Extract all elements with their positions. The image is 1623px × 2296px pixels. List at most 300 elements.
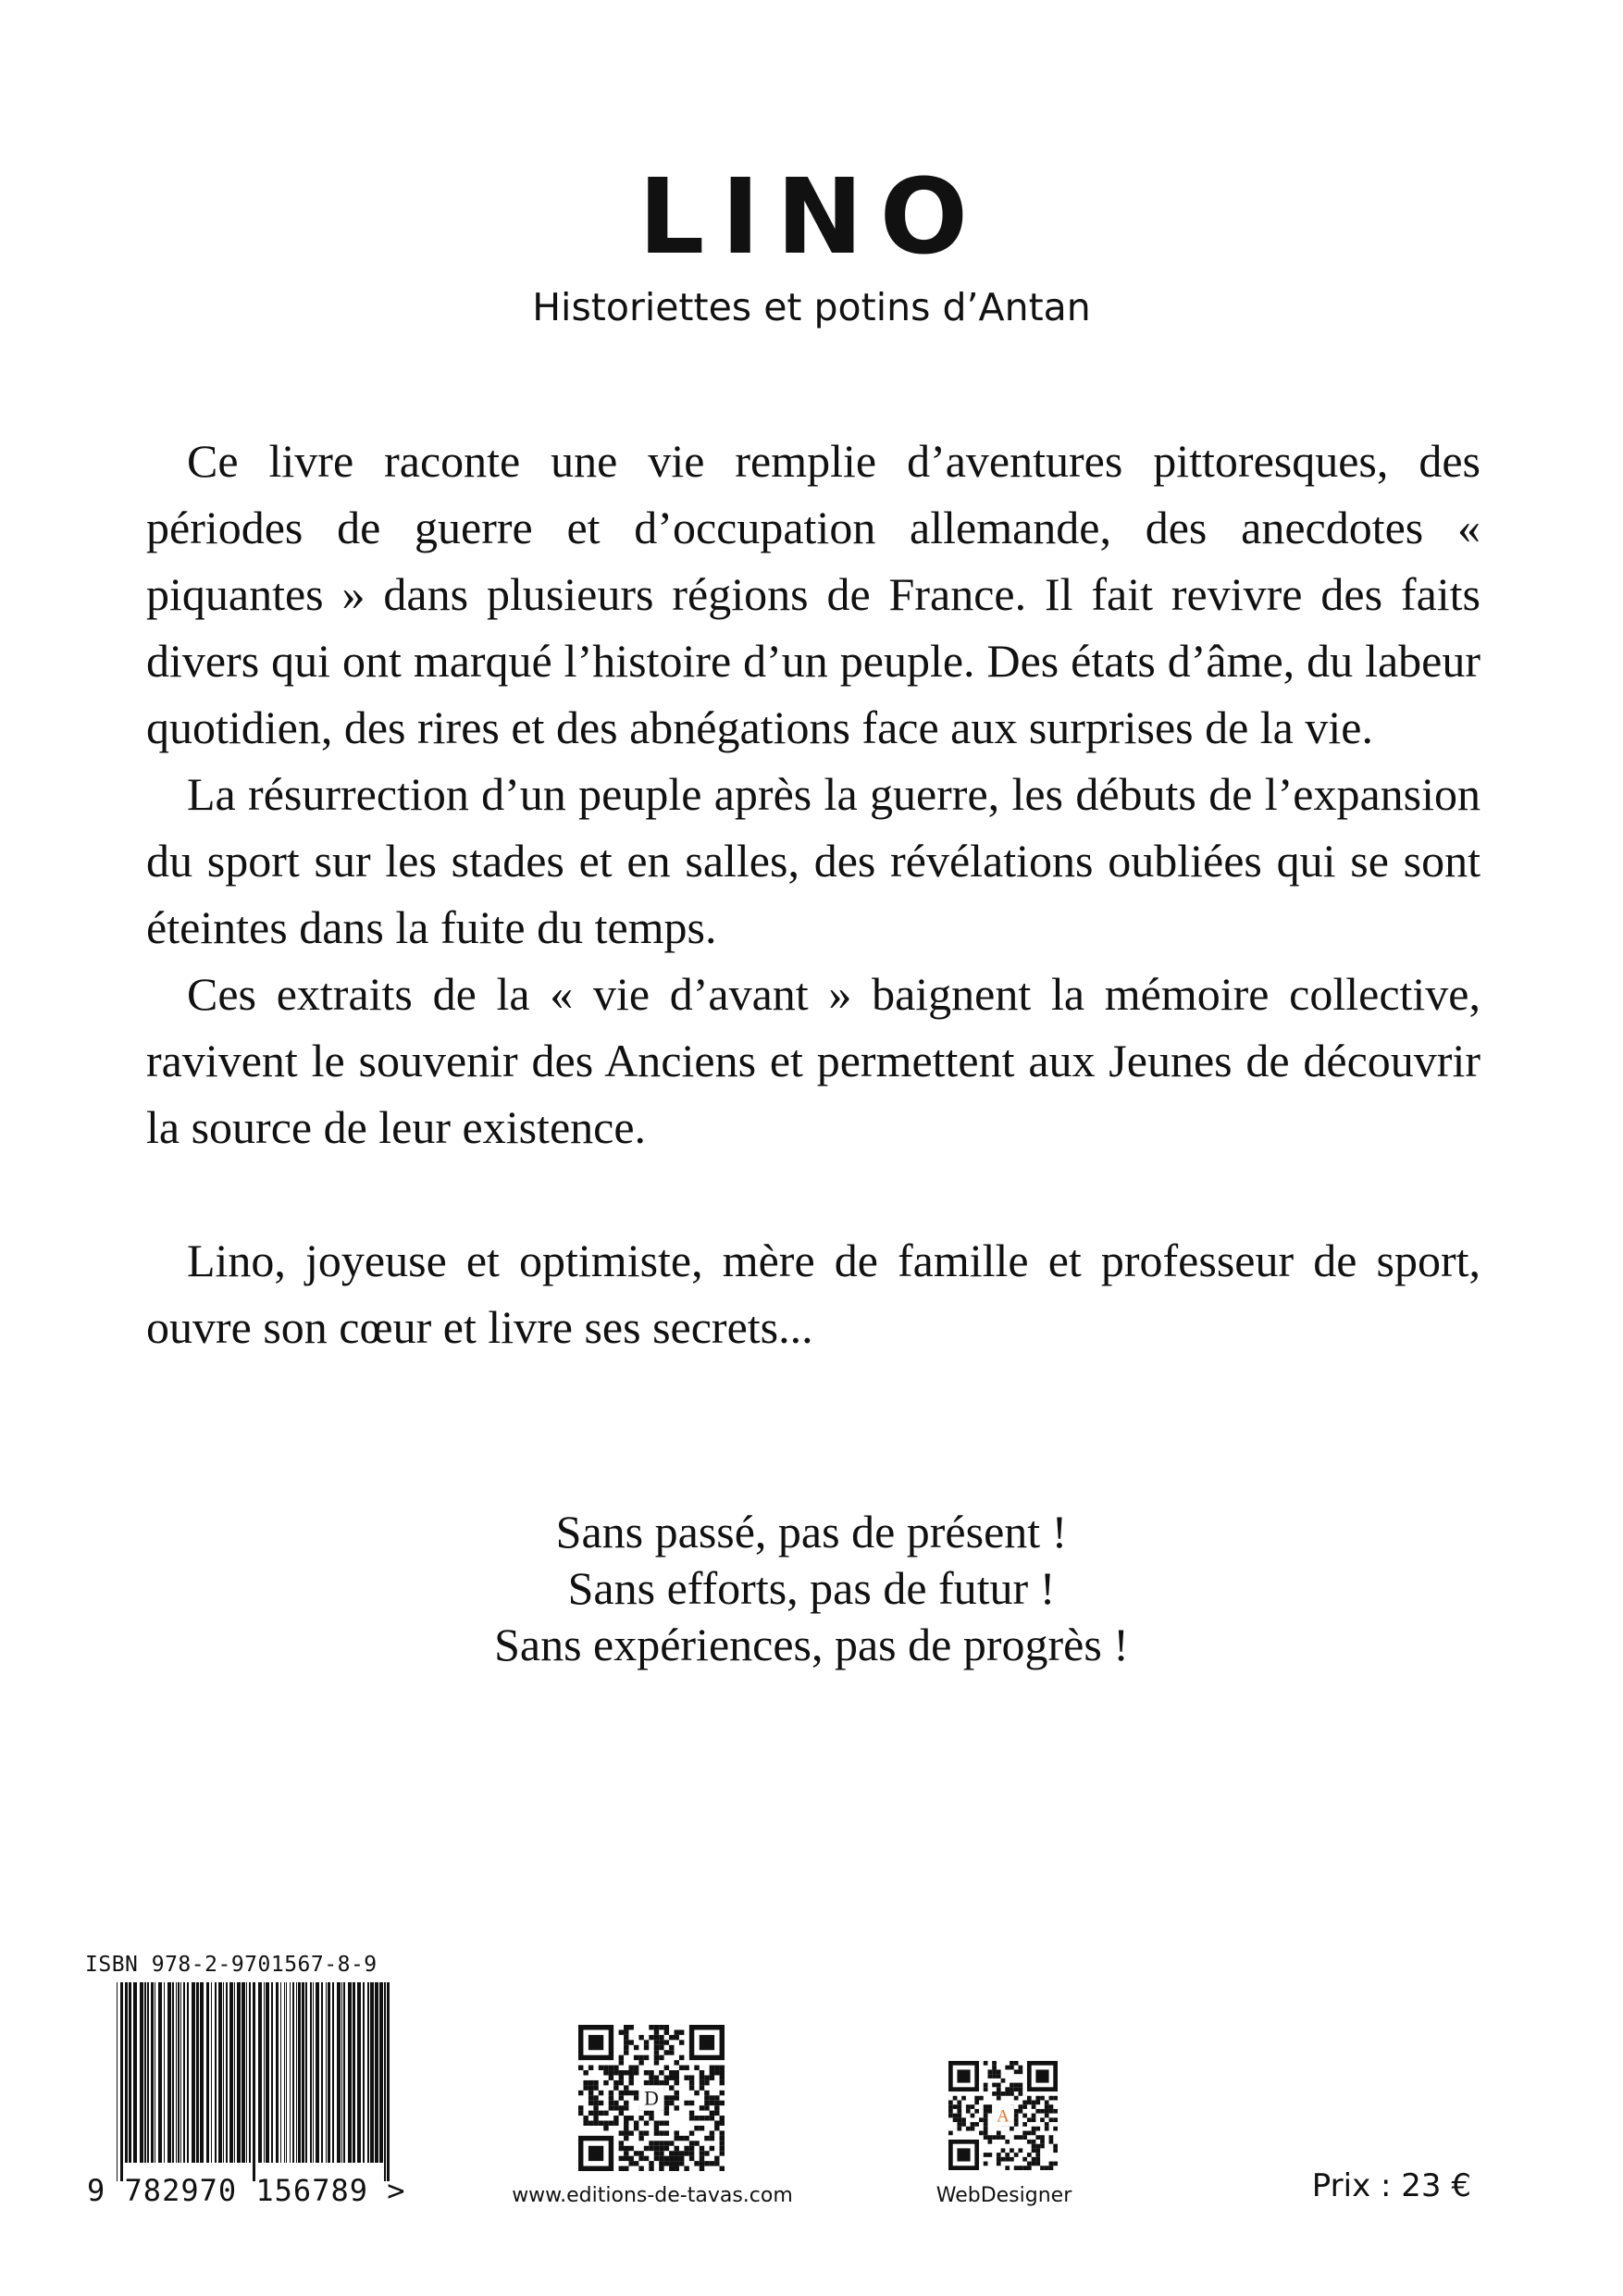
qr-module — [654, 2146, 659, 2151]
qr-module — [1045, 2100, 1049, 2104]
qr-module — [992, 2061, 997, 2066]
qr-module — [720, 2130, 725, 2135]
qr-module — [638, 2166, 643, 2171]
qr-module — [679, 2161, 684, 2166]
qr-module — [720, 2075, 725, 2079]
qr-module — [1019, 2087, 1023, 2091]
qr-module — [684, 2151, 688, 2155]
qr-module — [634, 2055, 638, 2060]
qr-module — [1049, 2135, 1054, 2140]
qr-module — [593, 2111, 598, 2116]
qr-module — [1022, 2135, 1027, 2140]
qr-module — [613, 2066, 618, 2070]
qr-module — [603, 2126, 608, 2130]
qr-module — [669, 2141, 674, 2145]
qr-module — [679, 2066, 684, 2070]
qr-module — [659, 2035, 663, 2040]
qr-module — [992, 2074, 997, 2079]
qr-module — [659, 2166, 663, 2171]
qr-module — [953, 2104, 958, 2109]
qr-module — [957, 2117, 961, 2122]
qr-module — [720, 2141, 725, 2145]
qr-module — [997, 2162, 1001, 2166]
qr-module — [609, 2105, 613, 2110]
qr-module — [628, 2070, 633, 2075]
qr-module — [659, 2121, 663, 2126]
barcode-bar — [129, 1982, 131, 2163]
qr-module — [704, 2116, 709, 2120]
barcode-bar — [187, 1982, 189, 2163]
qr-module — [1032, 2104, 1036, 2109]
barcode-bar — [200, 1982, 204, 2163]
qr-module — [1005, 2140, 1010, 2144]
qr-module — [644, 2070, 649, 2075]
qr-module — [588, 2101, 593, 2105]
qr-module — [1014, 2109, 1019, 2114]
qr-module — [694, 2126, 699, 2130]
qr-module — [689, 2146, 694, 2151]
qr-module — [710, 2075, 714, 2079]
qr-module — [624, 2045, 628, 2050]
barcode-bar — [367, 1982, 369, 2163]
qr-module — [1014, 2153, 1019, 2157]
qr-module — [700, 2161, 704, 2166]
barcode-bar — [133, 1982, 137, 2163]
qr-module — [659, 2040, 663, 2044]
qr-module — [984, 2127, 988, 2131]
qr-module — [1053, 2127, 1058, 2131]
qr-module — [664, 2040, 669, 2044]
qr-module — [684, 2066, 688, 2070]
qr-module — [628, 2075, 633, 2079]
qr-module — [659, 2151, 663, 2155]
qr-module — [654, 2141, 659, 2145]
qr-module — [634, 2045, 638, 2050]
qr-module — [710, 2146, 714, 2151]
qr-module — [624, 2035, 628, 2040]
qr-module — [1022, 2157, 1027, 2162]
qr-finder — [957, 2069, 970, 2082]
qr-module — [634, 2121, 638, 2126]
qr-module — [628, 2040, 633, 2044]
qr-module — [1032, 2162, 1036, 2166]
barcode-bar — [341, 1982, 342, 2163]
qr-module — [948, 2114, 953, 2118]
barcode-bar — [296, 1982, 297, 2163]
qr-module — [720, 2166, 725, 2171]
qr-module — [644, 2156, 649, 2161]
qr-module — [700, 2126, 704, 2130]
qr-module — [1045, 2104, 1049, 2109]
qr-module — [1032, 2117, 1036, 2122]
qr-module — [669, 2151, 674, 2155]
qr-module — [1032, 2140, 1036, 2144]
barcode-bar — [180, 1982, 181, 2163]
qr-module — [619, 2070, 624, 2075]
qr-module — [593, 2116, 598, 2120]
qr-module — [649, 2035, 653, 2040]
qr-module — [700, 2151, 704, 2155]
qr-module — [624, 2025, 628, 2029]
qr-module — [1019, 2148, 1023, 2153]
qr-module — [1040, 2135, 1045, 2140]
qr-module — [609, 2066, 613, 2070]
qr-module — [974, 2109, 979, 2114]
qr-module — [689, 2156, 694, 2161]
qr-module — [1032, 2114, 1036, 2118]
qr-module — [987, 2074, 992, 2079]
qr-module — [613, 2121, 618, 2126]
qr-module — [644, 2121, 649, 2126]
qr-module — [669, 2085, 674, 2090]
qr-module — [684, 2166, 688, 2171]
qr-module — [1001, 2135, 1006, 2140]
qr-module — [588, 2111, 593, 2116]
barcode-bar — [120, 1982, 123, 2181]
qr-module — [979, 2096, 984, 2101]
qr-module — [987, 2109, 992, 2114]
qr-module — [694, 2161, 699, 2166]
qr-module — [971, 2114, 975, 2118]
barcode-bar — [237, 1982, 241, 2163]
qr-module — [984, 2104, 988, 2109]
qr-module — [603, 2070, 608, 2075]
qr-module — [624, 2091, 628, 2095]
barcode-bar — [196, 1982, 199, 2163]
qr-module — [659, 2070, 663, 2075]
qr-module — [689, 2130, 694, 2135]
qr-module — [669, 2156, 674, 2161]
qr-module — [654, 2055, 659, 2060]
qr-module — [1027, 2153, 1032, 2157]
qr-module — [957, 2122, 961, 2127]
barcode-bar — [125, 1982, 128, 2163]
qr-module — [634, 2151, 638, 2155]
qr-module — [1045, 2127, 1049, 2131]
qr-module — [675, 2146, 679, 2151]
qr-module — [957, 2104, 961, 2109]
qr-module — [1032, 2131, 1036, 2136]
qr-module — [669, 2070, 674, 2075]
qr-module — [684, 2136, 688, 2141]
qr-module — [654, 2035, 659, 2040]
qr-module — [984, 2162, 988, 2166]
qr-module — [689, 2075, 694, 2079]
qr-module — [675, 2070, 679, 2075]
qr-module — [624, 2146, 628, 2151]
qr-finder — [1035, 2069, 1048, 2082]
qr-module — [664, 2095, 669, 2100]
qr-module — [638, 2035, 643, 2040]
qr-module — [953, 2117, 958, 2122]
qr-module — [1027, 2100, 1032, 2104]
qr-module — [679, 2055, 684, 2060]
qr-module — [1027, 2140, 1032, 2144]
qr-module — [694, 2116, 699, 2120]
qr-module — [659, 2055, 663, 2060]
qr-module — [664, 2161, 669, 2166]
website-link[interactable]: www.editions-de-tavas.com — [512, 2184, 793, 2207]
barcode-bar — [249, 1982, 251, 2163]
qr-module — [700, 2146, 704, 2151]
qr-module — [700, 2070, 704, 2075]
qr-module — [638, 2055, 643, 2060]
qr-module — [664, 2101, 669, 2105]
qr-module — [675, 2095, 679, 2100]
qr-module — [997, 2157, 1001, 2162]
qr-module — [624, 2151, 628, 2155]
qr-module — [1049, 2109, 1054, 2114]
barcode-bar — [370, 1982, 374, 2163]
barcode-bar — [326, 1982, 327, 2163]
qr-module — [1032, 2100, 1036, 2104]
qr-module — [1035, 2135, 1040, 2140]
webdesigner-qr-code[interactable] — [948, 2061, 1058, 2170]
qr-module — [654, 2126, 659, 2130]
qr-module — [624, 2156, 628, 2161]
qr-module — [659, 2130, 663, 2135]
qr-module — [979, 2131, 984, 2136]
barcode-bar — [286, 1982, 287, 2163]
qr-module — [1040, 2144, 1045, 2149]
qr-module — [700, 2156, 704, 2161]
qr-module — [599, 2111, 603, 2116]
qr-module — [675, 2136, 679, 2141]
qr-module — [694, 2091, 699, 2095]
qr-module — [957, 2109, 961, 2114]
qr-module — [593, 2121, 598, 2126]
qr-module — [1032, 2127, 1036, 2131]
qr-module — [624, 2126, 628, 2130]
qr-module — [1049, 2140, 1054, 2144]
blurb — [146, 428, 1481, 1360]
qr-module — [675, 2035, 679, 2040]
qr-module — [710, 2070, 714, 2075]
qr-module — [1005, 2066, 1010, 2070]
qr-module — [619, 2111, 624, 2116]
qr-module — [710, 2095, 714, 2100]
barcode-bar — [357, 1982, 361, 2163]
qr-module — [628, 2091, 633, 2095]
qr-module — [613, 2105, 618, 2110]
qr-module — [628, 2156, 633, 2161]
qr-module — [603, 2111, 608, 2116]
qr-module — [619, 2105, 624, 2110]
qr-module — [714, 2105, 719, 2110]
qr-module — [644, 2130, 649, 2135]
qr-module — [971, 2104, 975, 2109]
qr-module — [1019, 2109, 1023, 2114]
webdesigner-label: WebDesigner — [935, 2184, 1072, 2207]
qr-module — [1019, 2091, 1023, 2096]
qr-module — [649, 2141, 653, 2145]
barcode-bar — [337, 1982, 341, 2163]
barcode-bar — [276, 1982, 279, 2163]
qr-module — [957, 2114, 961, 2118]
qr-module — [609, 2121, 613, 2126]
qr-module — [644, 2055, 649, 2060]
qr-module — [997, 2096, 1001, 2101]
qr-module — [649, 2161, 653, 2166]
qr-module — [664, 2025, 669, 2029]
qr-module — [588, 2085, 593, 2090]
qr-module — [628, 2130, 633, 2135]
qr-module — [649, 2080, 653, 2085]
isbn-barcode — [115, 1982, 392, 2181]
qr-module — [613, 2116, 618, 2120]
barcode-digits: 9 782970 156789 > — [87, 2173, 406, 2208]
barcode-bar — [242, 1982, 245, 2163]
qr-module — [1053, 2148, 1058, 2153]
qr-module — [1032, 2148, 1036, 2153]
qr-module — [603, 2066, 608, 2070]
isbn-label: ISBN 978-2-9701567-8-9 — [85, 1953, 378, 1977]
qr-module — [679, 2156, 684, 2161]
qr-module — [997, 2135, 1001, 2140]
qr-module — [1010, 2066, 1014, 2070]
qr-module — [984, 2109, 988, 2114]
qr-module — [1049, 2104, 1054, 2109]
qr-module — [624, 2101, 628, 2105]
qr-module — [992, 2091, 997, 2096]
blurb-paragraph: Ces extraits de la « vie d’avant » baignent la mémoire collective, ravivent le souvenir des Anciens et permettent aux Jeunes de découvrir la source de leur existence. — [146, 968, 1481, 1153]
barcode-bar — [328, 1982, 330, 2163]
qr-module — [1019, 2104, 1023, 2109]
qr-module — [1014, 2135, 1019, 2140]
qr-module — [714, 2156, 719, 2161]
qr-module — [664, 2130, 669, 2135]
qr-module — [669, 2050, 674, 2054]
qr-module — [992, 2135, 997, 2140]
qr-module — [644, 2146, 649, 2151]
qr-module — [654, 2075, 659, 2079]
qr-module — [619, 2075, 624, 2079]
qr-module — [609, 2070, 613, 2075]
qr-module — [1045, 2166, 1049, 2170]
qr-module — [1045, 2109, 1049, 2114]
qr-module — [1010, 2091, 1014, 2096]
qr-module — [720, 2091, 725, 2095]
barcode-bar — [192, 1982, 195, 2163]
blurb-paragraph: Lino, joyeuse et optimiste, mère de famille et professeur de sport, ouvre son cœur et livre ses secrets... — [146, 1235, 1481, 1353]
qr-module — [1014, 2083, 1019, 2088]
barcode-bar — [218, 1982, 222, 2163]
qr-module — [1014, 2069, 1019, 2074]
qr-module — [984, 2083, 988, 2088]
motto — [0, 1504, 1623, 1673]
qr-module — [679, 2040, 684, 2044]
barcode-bar — [144, 1982, 146, 2163]
qr-module — [634, 2091, 638, 2095]
qr-module — [948, 2100, 953, 2104]
qr-module — [628, 2146, 633, 2151]
qr-module — [984, 2061, 988, 2066]
barcode-bar — [167, 1982, 171, 2163]
qr-module — [1027, 2131, 1032, 2136]
qr-module — [1045, 2114, 1049, 2118]
qr-module — [659, 2025, 663, 2029]
qr-module — [675, 2091, 679, 2095]
qr-module — [675, 2029, 679, 2034]
qr-module — [684, 2075, 688, 2079]
barcode-bar — [363, 1982, 365, 2163]
qr-module — [1019, 2135, 1023, 2140]
qr-module — [720, 2080, 725, 2085]
barcode-bar — [229, 1982, 233, 2163]
qr-module — [669, 2161, 674, 2166]
qr-module — [1027, 2117, 1032, 2122]
book-subtitle: Historiettes et potins d’Antan — [532, 285, 1091, 329]
qr-module — [1032, 2144, 1036, 2149]
qr-module — [619, 2141, 624, 2145]
barcode-bar — [151, 1982, 154, 2163]
qr-module — [654, 2156, 659, 2161]
qr-module — [649, 2070, 653, 2075]
qr-module — [628, 2066, 633, 2070]
qr-finder — [588, 2146, 603, 2161]
qr-module — [583, 2085, 588, 2090]
website-qr-code[interactable] — [578, 2025, 725, 2171]
qr-module — [704, 2075, 709, 2079]
barcode-bar — [246, 1982, 247, 2163]
qr-module — [619, 2060, 624, 2065]
barcode-bar — [316, 1982, 319, 2163]
qr-module — [675, 2105, 679, 2110]
qr-module — [613, 2070, 618, 2075]
qr-module — [669, 2045, 674, 2050]
barcode-bar — [266, 1982, 269, 2163]
qr-module — [654, 2080, 659, 2085]
barcode-bar — [158, 1982, 162, 2163]
qr-module — [1010, 2127, 1014, 2131]
qr-module — [987, 2104, 992, 2109]
qr-module — [654, 2060, 659, 2065]
qr-module — [1001, 2157, 1006, 2162]
qr-module — [984, 2135, 988, 2140]
qr-module — [987, 2140, 992, 2144]
qr-module — [644, 2045, 649, 2050]
qr-finder — [700, 2035, 714, 2050]
qr-module — [710, 2161, 714, 2166]
qr-module — [599, 2066, 603, 2070]
qr-module — [720, 2146, 725, 2151]
barcode-bar — [172, 1982, 174, 2163]
qr-module — [700, 2116, 704, 2120]
qr-module — [634, 2126, 638, 2130]
qr-module — [1005, 2153, 1010, 2157]
qr-module — [593, 2095, 598, 2100]
qr-module — [704, 2161, 709, 2166]
price: Prix : 23 € — [1311, 2167, 1471, 2204]
qr-module — [1027, 2166, 1032, 2170]
qr-module — [664, 2066, 669, 2070]
qr-module — [684, 2146, 688, 2151]
barcode-bar — [290, 1982, 291, 2163]
qr-module — [689, 2151, 694, 2155]
qr-module — [957, 2127, 961, 2131]
qr-module — [720, 2121, 725, 2126]
qr-module — [669, 2035, 674, 2040]
qr-module — [984, 2131, 988, 2136]
qr-module — [957, 2100, 961, 2104]
qr-module — [1040, 2096, 1045, 2101]
barcode-bar — [271, 1982, 273, 2163]
qr-module — [675, 2080, 679, 2085]
qr-module — [578, 2091, 583, 2095]
qr-module — [1010, 2148, 1014, 2153]
qr-module — [1049, 2162, 1054, 2166]
qr-module — [966, 2127, 971, 2131]
